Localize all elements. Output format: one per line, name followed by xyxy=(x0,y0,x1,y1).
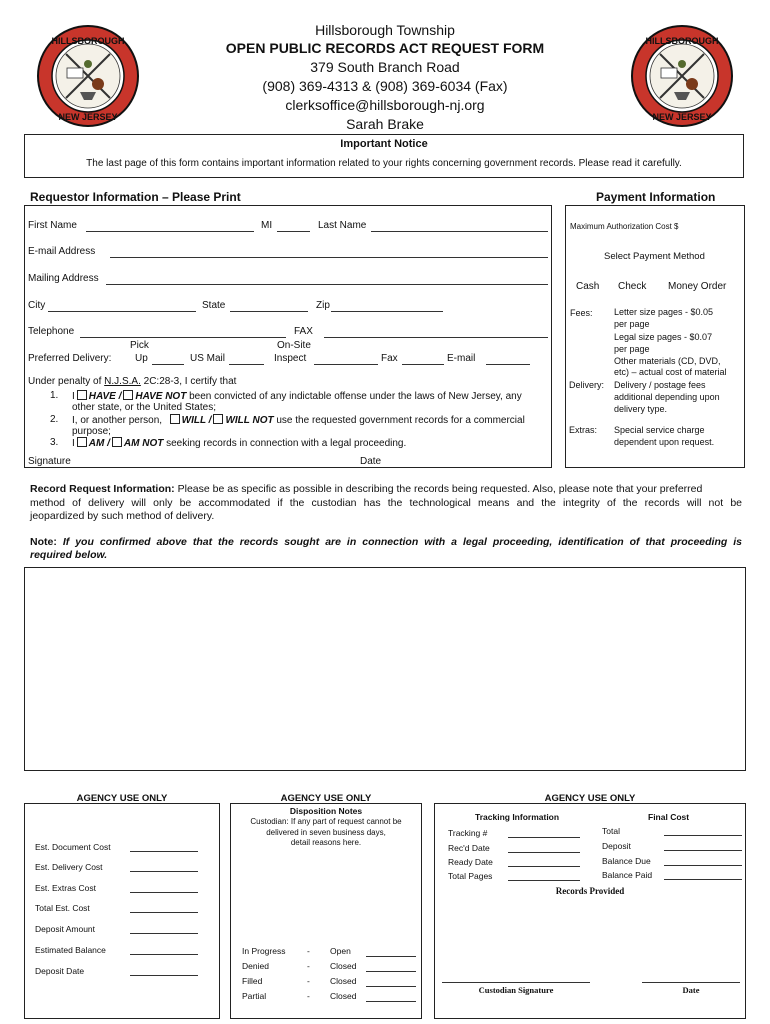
delivery-fee-line-1: Delivery / postage fees xyxy=(614,380,706,390)
have-checkbox[interactable] xyxy=(77,390,87,400)
mailing-address-label: Mailing Address xyxy=(28,273,99,284)
final-cost-row-field[interactable] xyxy=(664,850,742,851)
cert-item-1: I HAVE / HAVE NOT been convicted of any indictable offense under the laws of New Jersey, any xyxy=(72,391,522,402)
delivery-fee-line-2: additional depending upon xyxy=(614,392,720,402)
disposition-status-separator: - xyxy=(307,976,310,986)
will-not-checkbox[interactable] xyxy=(213,414,223,424)
final-cost-row-label: Balance Due xyxy=(602,856,651,866)
cert-item-3: I AM / AM NOT seeking records in connection with a legal proceeding. xyxy=(72,438,407,449)
form-title: OPEN PUBLIC RECORDS ACT REQUEST FORM xyxy=(225,40,545,56)
agency-left-row-field[interactable] xyxy=(130,851,198,852)
fees-line-1: Letter size pages - $0.05 xyxy=(614,307,714,317)
office-address: 379 South Branch Road xyxy=(310,59,460,75)
tracking-row-field[interactable] xyxy=(508,852,580,853)
fees-line-3: Legal size pages - $0.07 xyxy=(614,332,713,342)
note-line-1: Note: If you confirmed above that the records sought are in connection with a legal proceeding, identification of that proceeding is xyxy=(30,536,742,548)
fees-line-2: per page xyxy=(614,319,650,329)
agency-right-title: AGENCY USE ONLY xyxy=(544,793,636,804)
delivery-pickup-field[interactable] xyxy=(152,364,184,365)
agency-left-row-label: Total Est. Cost xyxy=(35,903,90,913)
telephone-field[interactable] xyxy=(80,337,286,338)
disposition-status-label: In Progress xyxy=(242,946,286,956)
township-name: Hillsborough Township xyxy=(315,22,455,38)
final-cost-row-label: Balance Paid xyxy=(602,870,653,880)
cert-item-2-cont: purpose; xyxy=(72,426,111,437)
disposition-status-separator: - xyxy=(307,946,310,956)
svg-text:NEW JERSEY: NEW JERSEY xyxy=(652,112,712,122)
disposition-status-result: Closed xyxy=(330,961,357,971)
tracking-row-label: Rec'd Date xyxy=(448,843,490,853)
mi-field[interactable] xyxy=(277,231,310,232)
cert-item-2-number: 2. xyxy=(50,414,59,425)
delivery-inspect-label: Inspect xyxy=(274,353,307,364)
final-cost-row-field[interactable] xyxy=(664,879,742,880)
payment-money-order-option[interactable]: Money Order xyxy=(668,281,727,292)
extras-label: Extras: xyxy=(569,425,598,435)
last-name-label: Last Name xyxy=(318,220,367,231)
disposition-status-label: Partial xyxy=(242,991,267,1001)
agency-left-row-label: Deposit Date xyxy=(35,966,85,976)
payment-section-title: Payment Information xyxy=(596,190,716,204)
delivery-inspect-field[interactable] xyxy=(314,364,378,365)
cert-item-1-cont: other state, or the United States; xyxy=(72,402,216,413)
record-request-line-1: Record Request Information: Please be as specific as possible in describing the records being requested. Also, please note that your preferred xyxy=(30,483,703,495)
delivery-email-field[interactable] xyxy=(486,364,530,365)
disposition-status-result: Closed xyxy=(330,991,357,1001)
last-name-field[interactable] xyxy=(371,231,548,232)
disposition-status-separator: - xyxy=(307,961,310,971)
delivery-fax-label: Fax xyxy=(381,353,398,364)
custodian-date-label: Date xyxy=(682,985,700,995)
office-phone: (908) 369-4313 & (908) 369-6034 (Fax) xyxy=(262,78,508,94)
clerk-name: Sarah Brake xyxy=(346,116,424,132)
svg-text:NEW JERSEY: NEW JERSEY xyxy=(58,112,118,122)
notice-text: The last page of this form contains important information related to your rights concerning government records. Please read it carefully. xyxy=(86,158,682,169)
delivery-fax-field[interactable] xyxy=(402,364,444,365)
cert-item-1-number: 1. xyxy=(50,390,59,401)
extras-line-2: dependent upon request. xyxy=(614,437,715,447)
state-field[interactable] xyxy=(230,311,308,312)
record-request-line-3: jeopardized by such method of delivery. xyxy=(30,510,215,522)
tracking-info-title: Tracking Information xyxy=(475,812,560,822)
tracking-row-label: Ready Date xyxy=(448,857,493,867)
delivery-usmail-field[interactable] xyxy=(229,364,264,365)
email-label: E-mail Address xyxy=(28,246,96,257)
fees-line-5: Other materials (CD, DVD, xyxy=(614,356,721,366)
agency-left-row-field[interactable] xyxy=(130,975,198,976)
svg-text:HILLSBOROUGH: HILLSBOROUGH xyxy=(51,36,125,46)
notice-title: Important Notice xyxy=(340,138,428,150)
final-cost-row-label: Deposit xyxy=(602,841,631,851)
disposition-status-label: Filled xyxy=(242,976,263,986)
custodian-signature-field[interactable] xyxy=(442,982,590,983)
final-cost-row-label: Total xyxy=(602,826,620,836)
delivery-up-label: Up xyxy=(135,353,148,364)
mi-label: MI xyxy=(261,220,273,231)
agency-left-row-field[interactable] xyxy=(130,954,198,955)
extras-line-1: Special service charge xyxy=(614,425,705,435)
agency-left-row-label: Est. Delivery Cost xyxy=(35,862,103,872)
records-provided-label: Records Provided xyxy=(555,886,625,896)
tracking-row-field[interactable] xyxy=(508,880,580,881)
delivery-fee-line-3: delivery type. xyxy=(614,404,668,414)
record-request-line-2: method of delivery will only be accommodated if the custodian has the technological means and the integrity of the records will not be xyxy=(30,497,742,509)
zip-field[interactable] xyxy=(331,311,443,312)
city-label: City xyxy=(28,300,46,311)
disposition-status-field[interactable] xyxy=(366,971,416,972)
disposition-status-label: Denied xyxy=(242,961,269,971)
first-name-field[interactable] xyxy=(86,231,254,232)
telephone-label: Telephone xyxy=(28,326,75,337)
max-auth-cost-label: Maximum Authorization Cost $ xyxy=(570,222,679,231)
payment-check-option[interactable]: Check xyxy=(618,281,647,292)
delivery-usmail-label: US Mail xyxy=(190,353,226,364)
city-field[interactable] xyxy=(48,311,196,312)
signature-label: Signature xyxy=(28,456,71,467)
note-line-2: required below. xyxy=(30,549,108,561)
agency-left-row-field[interactable] xyxy=(130,933,198,934)
disposition-status-result: Closed xyxy=(330,976,357,986)
will-checkbox[interactable] xyxy=(170,414,180,424)
agency-left-row-label: Estimated Balance xyxy=(35,945,106,955)
have-not-checkbox[interactable] xyxy=(123,390,133,400)
disposition-status-field[interactable] xyxy=(366,986,416,987)
zip-label: Zip xyxy=(316,300,330,311)
agency-left-row-label: Deposit Amount xyxy=(35,924,96,934)
payment-cash-option[interactable]: Cash xyxy=(576,281,600,292)
disposition-status-result: Open xyxy=(330,946,351,956)
delivery-onsite-label: On-Site xyxy=(277,340,311,351)
signature-date-label: Date xyxy=(360,456,382,467)
fax-field[interactable] xyxy=(324,337,548,338)
disposition-status-field[interactable] xyxy=(366,956,416,957)
custodian-signature-label: Custodian Signature xyxy=(478,985,554,995)
delivery-fee-label: Delivery: xyxy=(569,380,605,390)
agency-left-row-field[interactable] xyxy=(130,871,198,872)
select-payment-method-label: Select Payment Method xyxy=(604,251,705,262)
cert-item-3-number: 3. xyxy=(50,437,59,448)
final-cost-row-field[interactable] xyxy=(664,865,742,866)
fees-line-6: etc) – actual cost of material xyxy=(614,367,727,377)
fees-label: Fees: xyxy=(570,308,593,318)
state-label: State xyxy=(202,300,226,311)
tracking-row-field[interactable] xyxy=(508,866,580,867)
delivery-email-label: E-mail xyxy=(447,353,476,364)
agency-left-row-label: Est. Extras Cost xyxy=(35,883,96,893)
record-request-textarea[interactable] xyxy=(24,567,746,771)
agency-left-row-label: Est. Document Cost xyxy=(35,842,111,852)
custodian-date-field[interactable] xyxy=(642,982,740,983)
disposition-notes-line-3: detail reasons here. xyxy=(290,838,362,847)
tracking-row-label: Total Pages xyxy=(448,871,493,881)
agency-left-row-field[interactable] xyxy=(130,892,198,893)
tracking-row-label: Tracking # xyxy=(448,828,488,838)
office-email[interactable]: clerksoffice@hillsborough-nj.org xyxy=(285,97,485,113)
delivery-pick-label: Pick xyxy=(130,340,149,351)
penalty-statement: Under penalty of N.J.S.A. 2C:28-3, I certify that xyxy=(28,376,237,387)
fees-line-4: per page xyxy=(614,344,650,354)
am-checkbox[interactable] xyxy=(77,437,87,447)
agency-left-title: AGENCY USE ONLY xyxy=(76,793,168,804)
am-not-checkbox[interactable] xyxy=(112,437,122,447)
final-cost-row-field[interactable] xyxy=(664,835,742,836)
agency-left-row-field[interactable] xyxy=(130,912,198,913)
tracking-row-field[interactable] xyxy=(508,837,580,838)
requestor-section-title: Requestor Information – Please Print xyxy=(30,190,241,204)
agency-mid-title: AGENCY USE ONLY xyxy=(280,793,372,804)
disposition-status-separator: - xyxy=(307,991,310,1001)
disposition-status-field[interactable] xyxy=(366,1001,416,1002)
email-field[interactable] xyxy=(110,257,548,258)
final-cost-title: Final Cost xyxy=(648,812,690,822)
fax-label: FAX xyxy=(294,326,313,337)
first-name-label: First Name xyxy=(28,220,77,231)
mailing-address-field[interactable] xyxy=(106,284,548,285)
disposition-notes-title: Disposition Notes xyxy=(289,806,363,816)
disposition-notes-line-2: delivered in seven business days, xyxy=(266,828,386,837)
preferred-delivery-label: Preferred Delivery: xyxy=(28,353,112,364)
cert-item-2: I, or another person, WILL / WILL NOT use the requested government records for a commercial xyxy=(72,415,525,426)
svg-text:HILLSBOROUGH: HILLSBOROUGH xyxy=(645,36,719,46)
disposition-notes-line-1: Custodian: If any part of request cannot be xyxy=(250,817,402,826)
